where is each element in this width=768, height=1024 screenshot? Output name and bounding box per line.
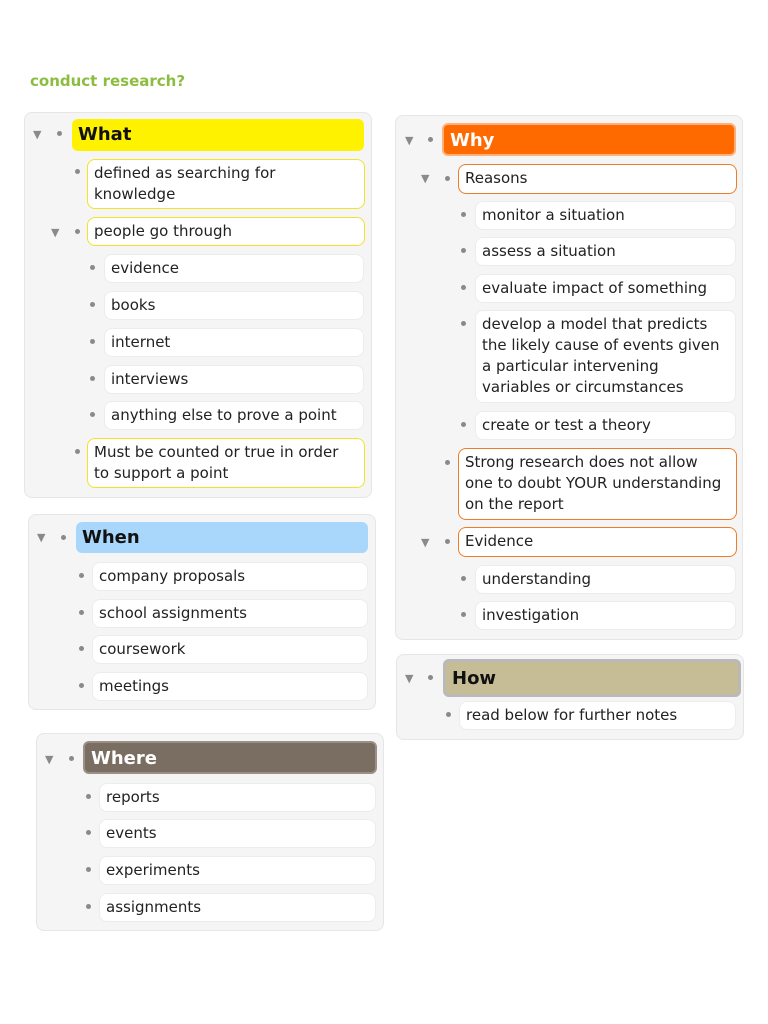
collapse-toggle-icon[interactable]: ▼: [51, 226, 60, 239]
where-item[interactable]: assignments: [99, 893, 376, 922]
what-internet-node[interactable]: internet: [104, 328, 364, 357]
bullet-icon: [57, 131, 62, 136]
bullet-icon: [90, 412, 95, 417]
bullet-icon: [461, 576, 466, 581]
reason-item[interactable]: create or test a theory: [475, 411, 736, 440]
bullet-icon: [461, 422, 466, 427]
bullet-icon: [90, 265, 95, 270]
bullet-icon: [75, 229, 80, 234]
why-heading[interactable]: Why: [442, 123, 736, 156]
evidence-item[interactable]: investigation: [475, 601, 736, 630]
what-books-node[interactable]: books: [104, 291, 364, 320]
collapse-toggle-icon[interactable]: ▼: [421, 536, 430, 549]
bullet-icon: [461, 248, 466, 253]
when-item[interactable]: company proposals: [92, 562, 368, 591]
bullet-icon: [445, 176, 450, 181]
when-heading[interactable]: When: [76, 522, 368, 553]
reason-item[interactable]: monitor a situation: [475, 201, 736, 230]
collapse-toggle-icon[interactable]: ▼: [37, 531, 46, 544]
bullet-icon: [461, 321, 466, 326]
bullet-icon: [79, 610, 84, 615]
how-item[interactable]: read below for further notes: [459, 701, 736, 730]
what-counted-node[interactable]: Must be counted or true in order to support a point: [87, 438, 365, 488]
what-people-node[interactable]: people go through: [87, 217, 365, 246]
bullet-icon: [461, 285, 466, 290]
what-interviews-node[interactable]: interviews: [104, 365, 364, 394]
when-item[interactable]: school assignments: [92, 599, 368, 628]
bullet-icon: [461, 612, 466, 617]
bullet-icon: [69, 756, 74, 761]
when-item[interactable]: meetings: [92, 672, 368, 701]
bullet-icon: [90, 339, 95, 344]
collapse-toggle-icon[interactable]: ▼: [33, 128, 42, 141]
where-item[interactable]: reports: [99, 783, 376, 812]
page-title: conduct research?: [30, 72, 186, 90]
bullet-icon: [446, 712, 451, 717]
bullet-icon: [445, 539, 450, 544]
bullet-icon: [86, 794, 91, 799]
what-heading[interactable]: What: [72, 119, 364, 151]
collapse-toggle-icon[interactable]: ▼: [45, 753, 54, 766]
reason-item[interactable]: evaluate impact of something: [475, 274, 736, 303]
bullet-icon: [461, 212, 466, 217]
collapse-toggle-icon[interactable]: ▼: [405, 134, 414, 147]
reason-item[interactable]: develop a model that predicts the likely cause of events given a particular intervening variables or circumstances: [475, 310, 736, 403]
why-reasons-node[interactable]: Reasons: [458, 164, 737, 194]
bullet-icon: [75, 449, 80, 454]
bullet-icon: [75, 169, 80, 174]
bullet-icon: [79, 646, 84, 651]
bullet-icon: [79, 683, 84, 688]
when-item[interactable]: coursework: [92, 635, 368, 664]
bullet-icon: [61, 535, 66, 540]
bullet-icon: [79, 573, 84, 578]
bullet-icon: [86, 867, 91, 872]
bullet-icon: [428, 675, 433, 680]
bullet-icon: [445, 460, 450, 465]
where-item[interactable]: experiments: [99, 856, 376, 885]
where-item[interactable]: events: [99, 819, 376, 848]
bullet-icon: [90, 302, 95, 307]
reason-item[interactable]: assess a situation: [475, 237, 736, 266]
what-anything-node[interactable]: anything else to prove a point: [104, 401, 364, 430]
what-defined-node[interactable]: defined as searching for knowledge: [87, 159, 365, 209]
why-evidence-node[interactable]: Evidence: [458, 527, 737, 557]
bullet-icon: [428, 137, 433, 142]
collapse-toggle-icon[interactable]: ▼: [421, 172, 430, 185]
evidence-item[interactable]: understanding: [475, 565, 736, 594]
collapse-toggle-icon[interactable]: ▼: [405, 672, 414, 685]
bullet-icon: [86, 904, 91, 909]
bullet-icon: [90, 376, 95, 381]
why-strong-node[interactable]: Strong research does not allow one to doubt YOUR understanding on the report: [458, 448, 737, 520]
how-heading[interactable]: How: [443, 659, 741, 697]
what-evidence-node[interactable]: evidence: [104, 254, 364, 283]
where-heading[interactable]: Where: [83, 741, 377, 774]
bullet-icon: [86, 830, 91, 835]
